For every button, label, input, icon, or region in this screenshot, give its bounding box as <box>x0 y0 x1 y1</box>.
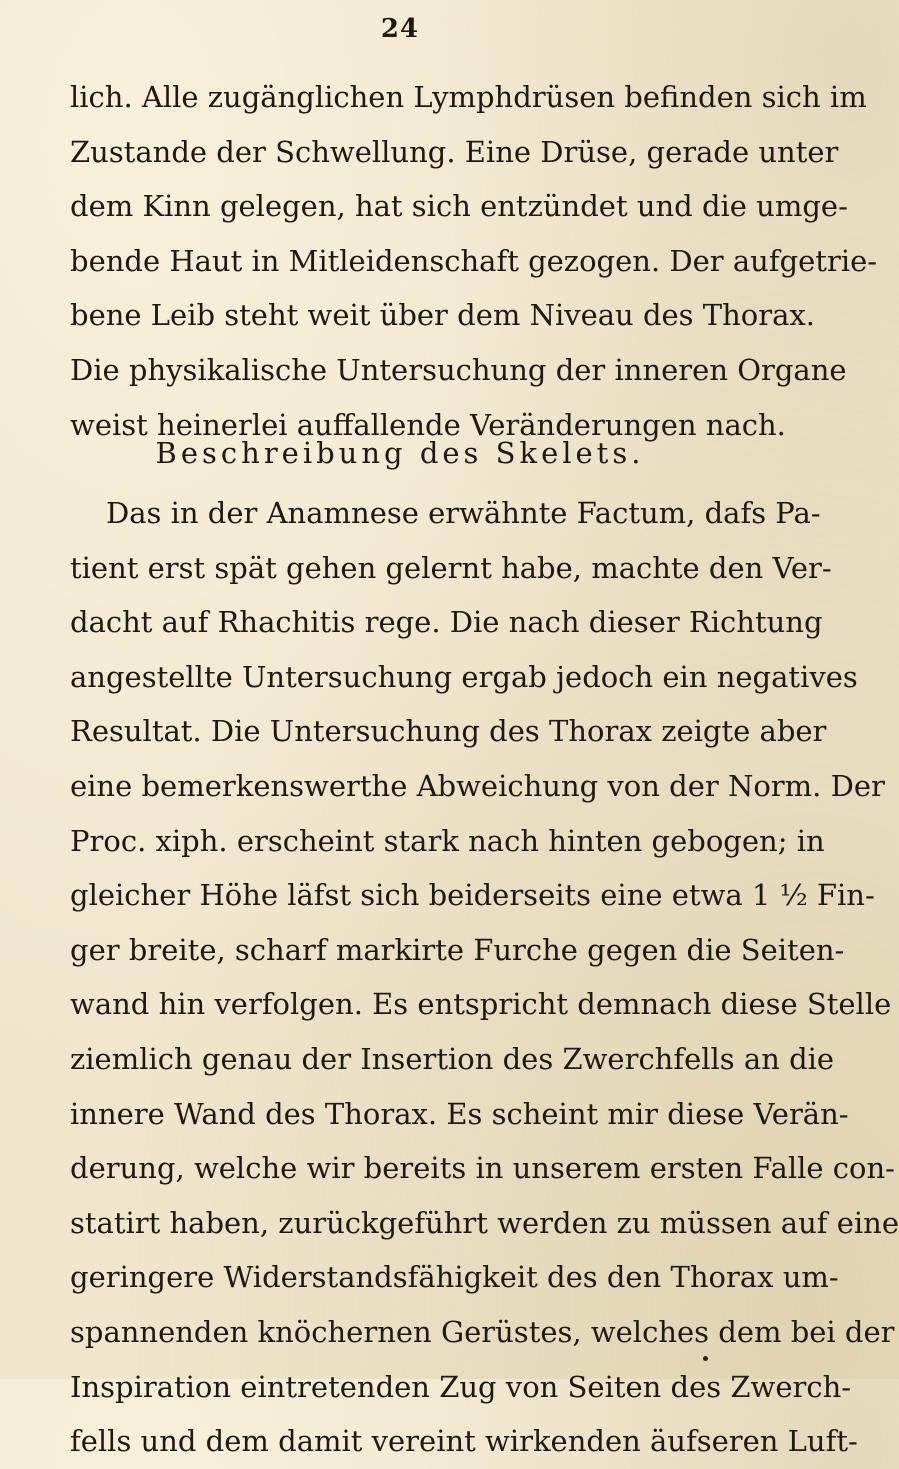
text-line: Inspiration eintretenden Zug von Seiten des Zwerch- <box>70 1369 852 1404</box>
text-line: bene Leib steht weit über dem Niveau des Thorax. <box>70 298 815 333</box>
text-line: Zustande der Schwellung. Eine Drüse, gerade unter <box>70 134 839 169</box>
text-line: eine bemerkenswerthe Abweichung von der Norm. Der <box>70 768 885 803</box>
text-line: Proc. xiph. erscheint stark nach hinten gebogen; in <box>70 823 825 858</box>
text-line: spannenden knöchernen Gerüstes, welches dem bei der <box>70 1314 895 1349</box>
text-line: angestellte Untersuchung ergab jedoch ein negatives <box>70 659 858 694</box>
text-line: statirt haben, zurückgeführt werden zu müssen auf eine <box>70 1205 899 1240</box>
text-line: fells und dem damit vereint wirkenden äufseren Luft- <box>70 1424 858 1459</box>
text-line: Das in der Anamnese erwähnte Factum, dafs Pa- <box>106 496 821 530</box>
text-line: geringere Widerstandsfähigkeit des den Thorax um- <box>70 1260 839 1295</box>
section-heading: Beschreibung des Skelets. <box>155 436 645 470</box>
text-line: gleicher Höhe läfst sich beiderseits eine etwa 1 ½ Fin- <box>70 878 875 913</box>
paragraph-2 <box>70 486 899 1469</box>
text-line: dacht auf Rhachitis rege. Die nach dieser Richtung <box>70 605 823 640</box>
text-line: tient erst spät gehen gelernt habe, machte den Ver- <box>70 550 832 585</box>
text-line: weist heinerlei auffallende Veränderungen nach. <box>70 407 786 442</box>
ink-speck <box>703 1356 708 1361</box>
text-line: ger breite, scharf markirte Furche gegen die Seiten- <box>70 932 845 967</box>
paragraph-1 <box>70 70 878 452</box>
text-line: innere Wand des Thorax. Es scheint mir diese Verän- <box>70 1096 849 1131</box>
text-line: bende Haut in Mitleidenschaft gezogen. Der aufgetrie- <box>70 243 878 278</box>
text-line: derung, welche wir bereits in unserem ersten Falle con- <box>70 1151 895 1186</box>
text-line: dem Kinn gelegen, hat sich entzündet und die umge- <box>70 189 848 224</box>
text-line: Die physikalische Untersuchung der inneren Organe <box>70 352 847 387</box>
text-line: Resultat. Die Untersuchung des Thorax zeigte aber <box>70 714 827 749</box>
text-line: lich. Alle zugänglichen Lymphdrüsen befinden sich im <box>70 80 867 114</box>
text-line: ziemlich genau der Insertion des Zwerchfells an die <box>70 1041 835 1076</box>
text-line: wand hin verfolgen. Es entspricht demnach diese Stelle <box>70 987 892 1022</box>
page-number: 24 <box>380 14 420 44</box>
